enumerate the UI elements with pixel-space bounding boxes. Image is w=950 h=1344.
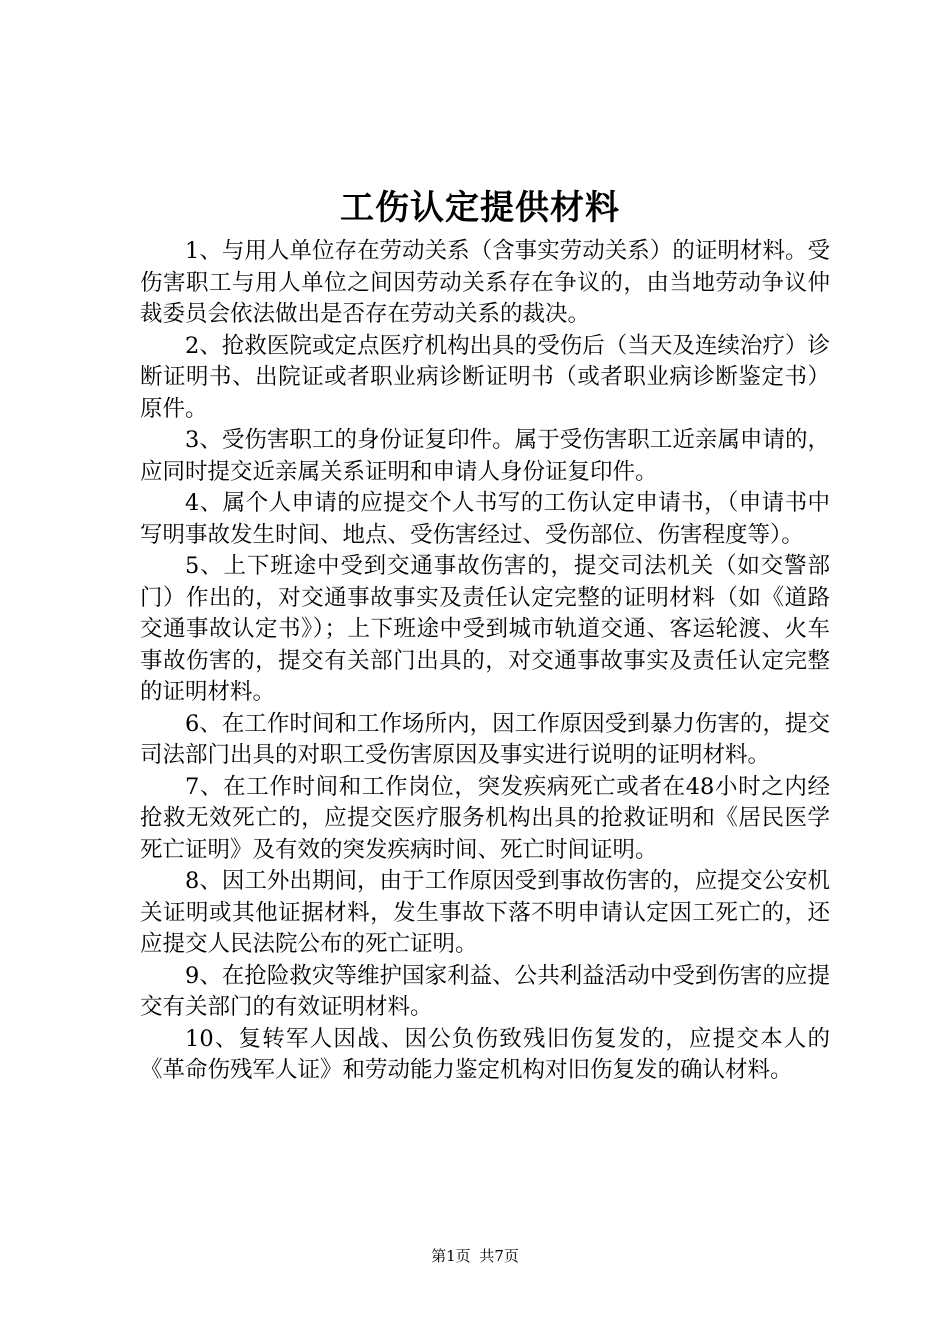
paragraph-6: 6、在工作时间和工作场所内，因工作原因受到暴力伤害的，提交司法部门出具的对职工受伤害原因及事实进行说明的证明材料。	[140, 710, 830, 768]
document-body	[140, 236, 830, 1087]
page-number: 第1页	[431, 1247, 471, 1265]
paragraph-9: 9、在抢险救灾等维护国家利益、公共利益活动中受到伤害的应提交有关部门的有效证明材料。	[140, 962, 830, 1020]
page-total: 共7页	[479, 1247, 519, 1265]
paragraph-10: 10、复转军人因战、因公负伤致残旧伤复发的，应提交本人的《革命伤残军人证》和劳动能力鉴定机构对旧伤复发的确认材料。	[140, 1025, 830, 1083]
paragraph-5: 5、上下班途中受到交通事故伤害的，提交司法机关（如交警部门）作出的，对交通事故事实及责任认定完整的证明材料（如《道路交通事故认定书》）；上下班途中受到城市轨道交通、客运轮渡、火车事故伤害的，提交有关部门出具的，对交通事故事实及责任认定完整的证明材料。	[140, 553, 830, 705]
paragraph-8: 8、因工外出期间，由于工作原因受到事故伤害的，应提交公安机关证明或其他证据材料，发生事故下落不明申请认定因工死亡的，还应提交人民法院公布的死亡证明。	[140, 868, 830, 957]
paragraph-4: 4、属个人申请的应提交个人书写的工伤认定申请书，（申请书中写明事故发生时间、地点、受伤害经过、受伤部位、伤害程度等）。	[140, 490, 830, 548]
page-footer	[0, 1246, 950, 1266]
paragraph-2: 2、抢救医院或定点医疗机构出具的受伤后（当天及连续治疗）诊断证明书、出院证或者职业病诊断证明书（或者职业病诊断鉴定书）原件。	[140, 332, 830, 422]
paragraph-3: 3、受伤害职工的身份证复印件。属于受伤害职工近亲属申请的，应同时提交近亲属关系证明和申请人身份证复印件。	[140, 427, 830, 485]
paragraph-7: 7、在工作时间和工作岗位，突发疾病死亡或者在48小时之内经抢救无效死亡的，应提交医疗服务机构出具的抢救证明和《居民医学死亡证明》及有效的突发疾病时间、死亡时间证明。	[140, 773, 830, 863]
paragraph-1: 1、与用人单位存在劳动关系（含事实劳动关系）的证明材料。受伤害职工与用人单位之间因劳动关系存在争议的，由当地劳动争议仲裁委员会依法做出是否存在劳动关系的裁决。	[140, 238, 830, 327]
page-title: 工伤认定提供材料	[340, 188, 620, 228]
